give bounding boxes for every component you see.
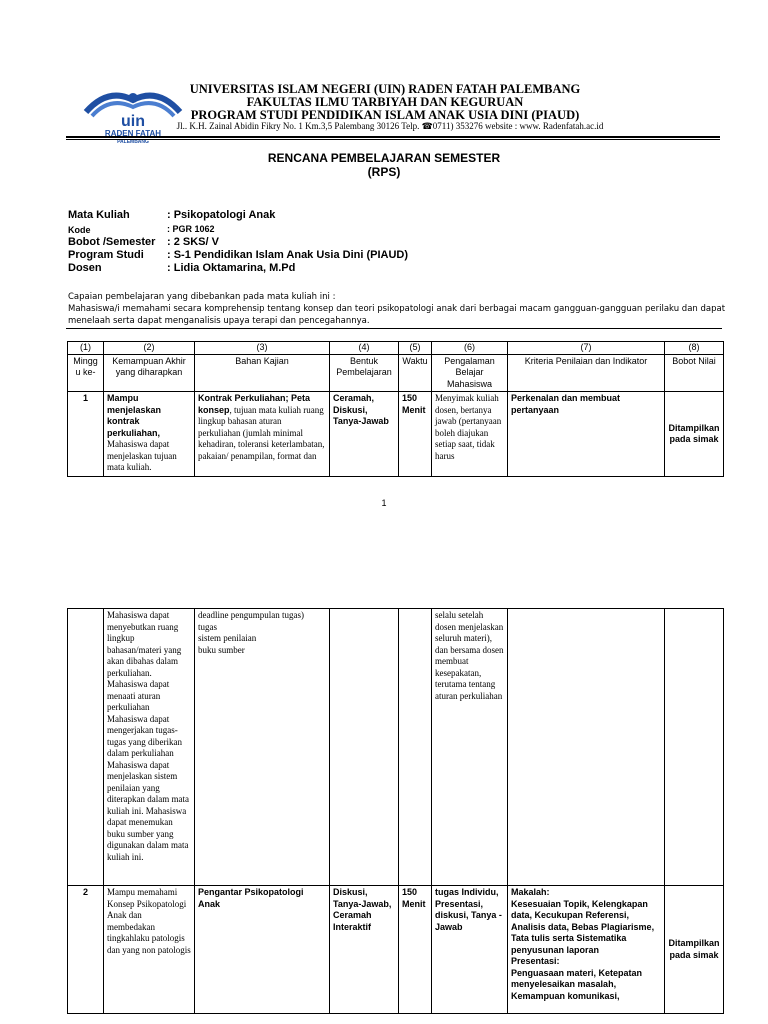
kriteria-makalah-label: Makalah: (511, 887, 550, 897)
letterhead-faculty: FAKULTAS ILMU TARBIYAH DAN KEGURUAN (246, 95, 524, 109)
header-kemampuan: Kemampuan Akhir yang diharapkan (104, 354, 195, 392)
page-number: 1 (381, 498, 387, 508)
cpmk-text-line1: Mahasiswa/i memahami secara komprehensip tentang konsep dan teori psikopatologi anak dari berbagai macam gangguan-gangguan perilaku dan dapat (68, 304, 726, 314)
cell-kriteria (508, 886, 665, 1014)
header-week: Mingg u ke- (68, 354, 104, 392)
rps-table-page1 (67, 341, 724, 477)
cell-kemampuan (104, 392, 195, 477)
cell-kemampuan: Mahasiswa dapat menyebutkan ruang lingkup bahasan/materi yang akan dibahas dalam perkuliahan. Mahasiswa dapat menaati aturan perkuliahan Mahasiswa dapat mengerjakan tugas-tugas yang diberikan dalam perkuliahan Mahasiswa dapat menjelaskan sistem penilaian yang diterapkan dalam mata kuliah ini. Mahasiswa dapat menemukan buku sumber yang digunakan dalam mata kuliah ini. (104, 609, 195, 886)
cell-bahan-kajian (195, 392, 330, 477)
header-waktu: Waktu (399, 354, 432, 392)
header-kriteria: Kriteria Penilaian dan Indikator (508, 354, 665, 392)
logo-text-city: PALEMBANG (117, 139, 149, 144)
info-label-kode: Kode (68, 225, 91, 235)
cell-bobot (665, 609, 724, 886)
cell-week (68, 609, 104, 886)
col-number: (3) (195, 342, 330, 355)
header-bahan-kajian: Bahan Kajian (195, 354, 330, 392)
table-number-row (68, 342, 724, 355)
cpmk-text-line2: menelaah serta dapat menganalisis upaya terapi dan pencegahannya. (68, 316, 370, 326)
cell-pengalaman: tugas Individu, Presentasi, diskusi, Tanya -Jawab (432, 886, 508, 1014)
kemampuan-bold: Mampu menjelaskan kontrak perkuliahan, (107, 393, 162, 438)
header-pengalaman: Pengalaman Belajar Mahasiswa (432, 354, 508, 392)
info-label-program-studi: Program Studi (68, 249, 144, 261)
cell-waktu: 150 Menit (399, 886, 432, 1014)
cell-kriteria: Perkenalan dan membuat pertanyaan (508, 392, 665, 477)
cell-bahan-kajian: Pengantar Psikopatologi Anak (195, 886, 330, 1014)
table-row-continued (68, 609, 724, 886)
letterhead-program: PROGRAM STUDI PENDIDIKAN ISLAM ANAK USIA DINI (PIAUD) (190, 108, 580, 122)
header-bobot: Bobot Nilai (665, 354, 724, 392)
table-row (68, 886, 724, 1014)
info-value-kode: : PGR 1062 (167, 224, 215, 234)
bahan-bold: Kontrak Perkuliahan; Peta konsep (198, 393, 311, 415)
cell-week: 2 (68, 886, 104, 1014)
cell-bobot: Ditampilkan pada simak (665, 392, 724, 477)
cell-bahan-kajian: deadline pengumpulan tugas) tugas sistem penilaian buku sumber (195, 609, 330, 886)
document-subtitle: (RPS) (367, 165, 401, 179)
cell-pengalaman: selalu setelah dosen menjelaskan seluruh materi), dan bersama dosen membuat kesepakatan, terutama tentang aturan perkuliahan (432, 609, 508, 886)
cell-week: 1 (68, 392, 104, 477)
info-value-mata-kuliah: : Psikopatologi Anak (167, 209, 276, 221)
kriteria-presentasi-text: Penguasaan materi, Ketepatan menyelesaikan masalah, Kemampuan komunikasi, (511, 967, 643, 1001)
logo-text-name: RADEN FATAH (104, 129, 162, 138)
cpmk-heading: Capaian pembelajaran yang dibebankan pada mata kuliah ini : (68, 292, 336, 302)
col-number: (6) (432, 342, 508, 355)
kriteria-makalah-text: Kesesuaian Topik, Kelengkapan data, Kecukupan Referensi, Analisis data, Bebas Plagiarisme, Tata tulis serta Sistematika penyusunan laporan (511, 898, 655, 955)
info-label-dosen: Dosen (68, 262, 102, 274)
letterhead-rule (66, 136, 720, 138)
cell-bentuk (330, 609, 399, 886)
info-value-dosen: : Lidia Oktamarina, M.Pd (167, 262, 296, 274)
cell-waktu (399, 609, 432, 886)
col-number: (7) (508, 342, 665, 355)
col-number: (8) (665, 342, 724, 355)
info-value-program-studi: : S-1 Pendidikan Islam Anak Usia Dini (PIAUD) (167, 249, 409, 261)
logo-text-uin: uin (121, 113, 145, 130)
col-number: (1) (68, 342, 104, 355)
col-number: (5) (399, 342, 432, 355)
letterhead-university: UNIVERSITAS ISLAM NEGERI (UIN) RADEN FATAH PALEMBANG (189, 82, 581, 96)
letterhead-rule-thin (66, 139, 720, 140)
cell-kemampuan: Mampu memahami Konsep Psikopatologi Anak dan membedakan tingkahlaku patologis dan yang non patologis (104, 886, 195, 1014)
info-label-mata-kuliah: Mata Kuliah (68, 209, 130, 221)
col-number: (2) (104, 342, 195, 355)
cpmk-rule (66, 328, 722, 329)
document-title: RENCANA PEMBELAJARAN SEMESTER (267, 151, 501, 165)
cell-waktu: 150 Menit (399, 392, 432, 477)
bahan-text: , tujuan mata kuliah ruang lingkup bahasan aturan perkuliahan (jumlah minimal kehadiran, toleransi keterlambatan, pakaian/ penampilan, format dan (198, 404, 325, 461)
cell-bentuk: Ceramah, Diskusi, Tanya-Jawab (330, 392, 399, 477)
rps-table-page2 (67, 608, 724, 1014)
info-value-bobot: : 2 SKS/ V (167, 236, 219, 248)
header-bentuk: Bentuk Pembelajaran (330, 354, 399, 392)
info-label-bobot: Bobot /Semester (68, 236, 156, 248)
cell-kriteria (508, 609, 665, 886)
letterhead-address: Jl.. K.H. Zainal Abidin Fikry No. 1 Km.3,5 Palembang 30126 Telp. ☎0711) 353276 website : www. Radenfatah.ac.id (176, 121, 604, 131)
table-row (68, 392, 724, 477)
table-header-row (68, 354, 724, 392)
col-number: (4) (330, 342, 399, 355)
cell-bobot: Ditampilkan pada simak (665, 886, 724, 1014)
kriteria-presentasi-label: Presentasi: (511, 956, 560, 966)
kemampuan-text: Mahasiswa dapat menjelaskan tujuan mata kuliah. (107, 439, 177, 472)
cell-pengalaman: Menyimak kuliah dosen, bertanya jawab (pertanyaan boleh diajukan setiap saat, tidak harus (432, 392, 508, 477)
cell-bentuk: Diskusi, Tanya-Jawab, Ceramah Interaktif (330, 886, 399, 1014)
